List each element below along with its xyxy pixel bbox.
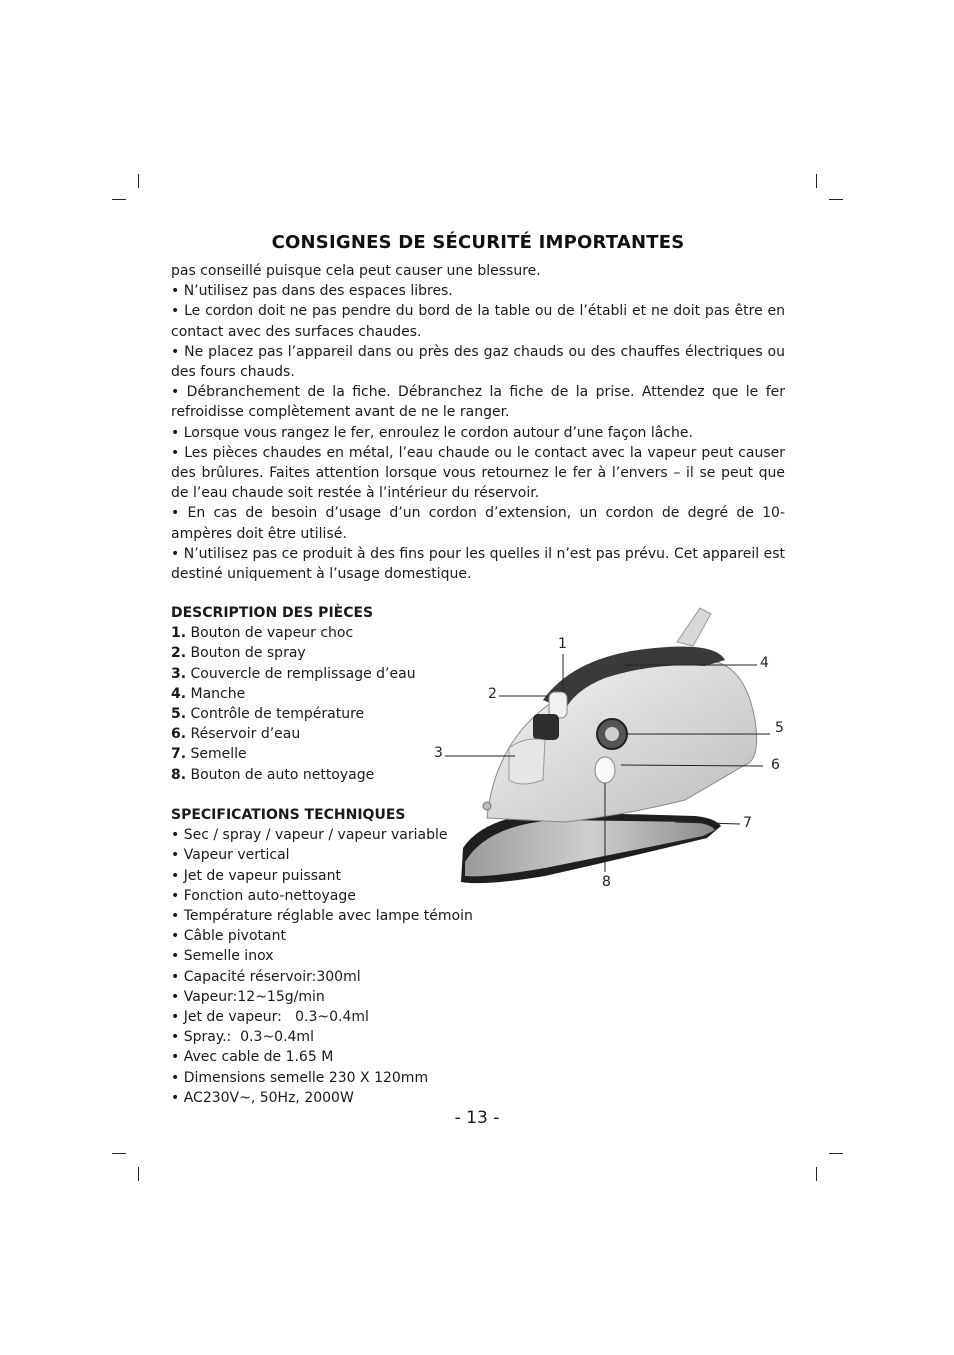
item-label: Bouton de vapeur choc <box>190 625 354 642</box>
crop-mark <box>112 1153 126 1154</box>
list-item: • AC230V~, 50Hz, 2000W <box>171 1089 354 1106</box>
paragraph: • Lorsque vous rangez le fer, enroulez le cordon autour d’une façon lâche. <box>171 424 693 441</box>
callout-2: 2 <box>488 686 497 702</box>
callout-8: 8 <box>602 874 611 890</box>
crop-mark <box>816 1167 817 1181</box>
parts-heading: DESCRIPTION DES PIÈCES <box>171 605 374 621</box>
item-label: Bouton de spray <box>190 645 306 662</box>
paragraph: • Le cordon doit ne pas pendre du bord de la table ou de l’établi et ne doit pas être en contact avec des surfaces chaudes. <box>171 303 785 340</box>
callout-4: 4 <box>760 655 769 671</box>
item-number: 8. <box>171 766 187 783</box>
list-item: • Semelle inox <box>171 948 274 965</box>
page-number: - 13 - <box>454 1108 500 1128</box>
list-item: • Sec / spray / vapeur / vapeur variable <box>171 827 448 844</box>
iron-illustration <box>425 600 795 900</box>
page-title: CONSIGNES DE SÉCURITÉ IMPORTANTES <box>271 232 685 253</box>
list-item: • Vapeur vertical <box>171 847 290 864</box>
crop-mark <box>816 174 817 188</box>
parts-description <box>171 603 416 785</box>
list-item <box>171 684 416 704</box>
list-item <box>171 704 416 724</box>
item-number: 3. <box>171 665 187 682</box>
callout-7: 7 <box>743 815 752 831</box>
callout-6: 6 <box>771 757 780 773</box>
item-number: 7. <box>171 746 187 763</box>
item-label: Semelle <box>190 746 247 763</box>
paragraph: • N’utilisez pas ce produit à des fins pour les quelles il n’est pas prévu. Cet appareil est destiné uniquement à l’usage domestique. <box>171 545 785 583</box>
list-item: • Jet de vapeur puissant <box>171 867 341 884</box>
item-number: 4. <box>171 685 187 702</box>
crop-mark <box>829 1153 843 1154</box>
iron-diagram <box>425 600 795 900</box>
paragraph: • En cas de besoin d’usage d’un cordon d’extension, un cordon de degré de 10-ampères doit être utilisé. <box>171 505 785 542</box>
item-number: 5. <box>171 706 187 723</box>
crop-mark <box>112 199 126 200</box>
list-item: • Fonction auto-nettoyage <box>171 887 356 904</box>
callout-5: 5 <box>775 720 784 736</box>
crop-mark <box>138 1167 139 1181</box>
list-item <box>171 643 416 663</box>
list-item <box>171 765 416 785</box>
paragraph: • Débranchement de la fiche. Débranchez la fiche de la prise. Attendez que le fer refroidisse complètement avant de ne le ranger. <box>171 384 785 421</box>
list-item <box>171 744 416 764</box>
crop-mark <box>829 199 843 200</box>
list-item <box>171 664 416 684</box>
safety-instructions <box>171 261 785 584</box>
crop-mark <box>138 174 139 188</box>
list-item: • Jet de vapeur: 0.3~0.4ml <box>171 1009 369 1026</box>
item-label: Bouton de auto nettoyage <box>190 766 375 783</box>
paragraph: • N’utilisez pas dans des espaces libres. <box>171 283 453 300</box>
paragraph: • Les pièces chaudes en métal, l’eau chaude ou le contact avec la vapeur peut causer des brûlures. Faites attention lorsque vous retournez le fer à l’envers – il se peut que de l’eau chaude soit restée à l’intérieur du réservoir. <box>171 444 785 502</box>
list-item <box>171 623 416 643</box>
item-label: Manche <box>190 685 246 702</box>
list-item: • Câble pivotant <box>171 928 286 945</box>
callout-3: 3 <box>434 745 443 761</box>
specs-heading: SPECIFICATIONS TECHNIQUES <box>171 807 406 823</box>
list-item: • Dimensions semelle 230 X 120mm <box>171 1069 429 1086</box>
list-item: • Température réglable avec lampe témoin <box>171 908 473 925</box>
item-number: 2. <box>171 645 187 662</box>
item-number: 6. <box>171 726 187 743</box>
item-number: 1. <box>171 625 187 642</box>
item-label: Couvercle de remplissage d’eau <box>190 665 416 682</box>
callout-1: 1 <box>558 636 567 652</box>
item-label: Réservoir d’eau <box>190 726 301 743</box>
list-item: • Vapeur:12~15g/min <box>171 988 325 1005</box>
paragraph: • Ne placez pas l’appareil dans ou près des gaz chauds ou des chauffes électriques ou des fours chauds. <box>171 343 785 381</box>
list-item <box>171 724 416 744</box>
item-label: Contrôle de température <box>190 706 365 723</box>
list-item: • Spray.: 0.3~0.4ml <box>171 1029 314 1046</box>
paragraph: pas conseillé puisque cela peut causer une blessure. <box>171 263 541 279</box>
list-item: • Avec cable de 1.65 M <box>171 1049 334 1066</box>
list-item: • Capacité réservoir:300ml <box>171 968 361 985</box>
